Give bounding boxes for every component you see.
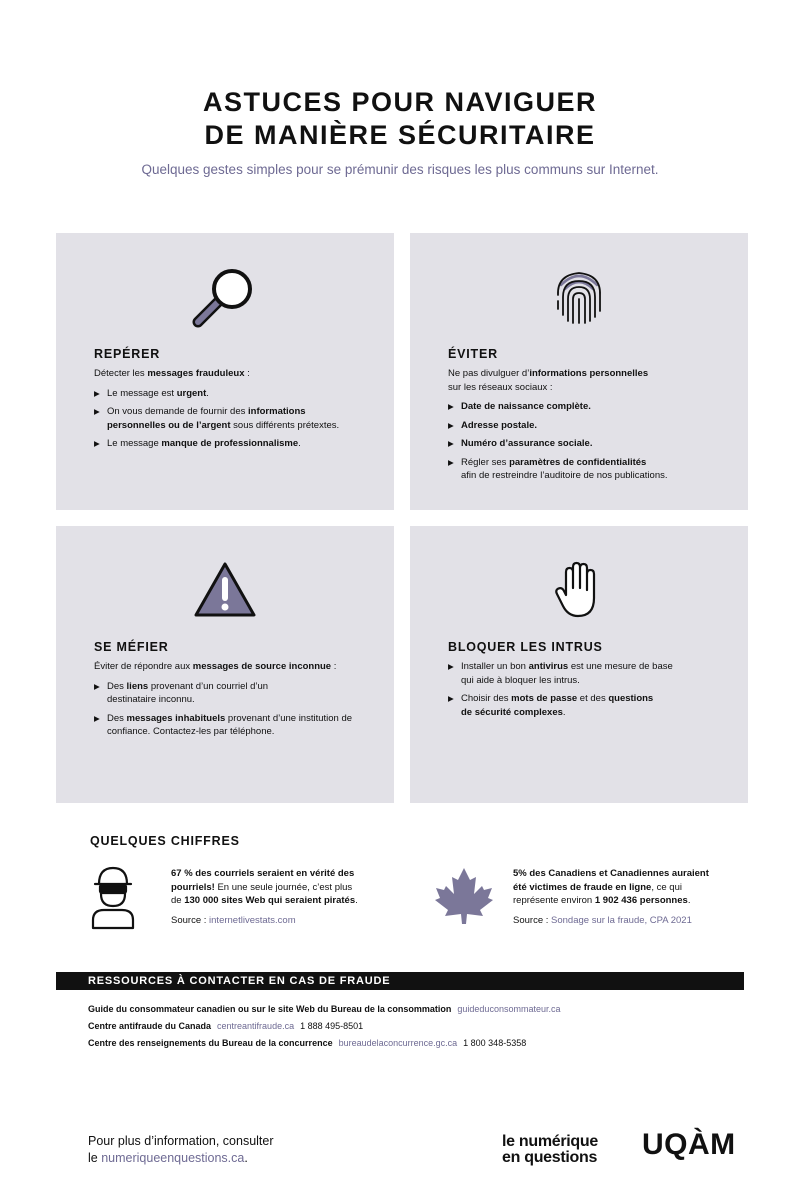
- title-line-2: DE MANIÈRE SÉCURITAIRE: [204, 120, 596, 150]
- card-body: [448, 660, 720, 724]
- card-bloquer: [410, 526, 748, 803]
- list-item: ▶ Des messages inhabituels provenant d’une institution de confiance. Contactez-les par téléphone.: [94, 712, 366, 739]
- resource-link[interactable]: bureaudelaconcurrence.gc.ca: [338, 1038, 458, 1048]
- card-list: [94, 387, 366, 451]
- card-list: [448, 660, 720, 719]
- card-eviter: [410, 233, 748, 510]
- card-body: [94, 660, 366, 744]
- footer-note: Pour plus d’information, consulter le numeriqueenquestions.ca.: [88, 1134, 274, 1165]
- list-item: ▶ Des liens provenant d’un courriel d’un destinataire inconnu.: [94, 680, 366, 707]
- list-item: ▶ Adresse postale.: [448, 419, 720, 433]
- hand-icon: [410, 548, 748, 632]
- card-se-mefier: [56, 526, 394, 803]
- magnifying-glass-icon: [56, 255, 394, 339]
- resource-phone: 1 800 348-5358: [463, 1038, 527, 1048]
- list-item: ▶ Le message manque de professionnalisme.: [94, 437, 366, 451]
- card-body: [448, 367, 720, 488]
- card-heading: SE MÉFIER: [94, 640, 169, 654]
- list-item: ▶ Choisir des mots de passe et des questions de sécurité complexes.: [448, 692, 720, 719]
- stat-left-source: Source : internetlivestats.com: [171, 914, 296, 926]
- card-heading: REPÉRER: [94, 347, 161, 361]
- card-heading: BLOQUER LES INTRUS: [448, 640, 603, 654]
- list-item: ▶ Le message est urgent.: [94, 387, 366, 401]
- fingerprint-icon: [410, 255, 748, 339]
- card-intro: Éviter de répondre aux messages de source inconnue :: [94, 661, 337, 672]
- resource-row-2: Centre antifraude du Canada centreantifraude.ca 1 888 495-8501: [88, 1021, 364, 1031]
- page-subtitle: Quelques gestes simples pour se prémunir des risques les plus communs sur Internet.: [141, 162, 659, 177]
- resources-heading: RESSOURCES À CONTACTER EN CAS DE FRAUDE: [56, 972, 744, 990]
- source-link[interactable]: Sondage sur la fraude, CPA 2021: [551, 914, 692, 926]
- card-body: [94, 367, 366, 456]
- list-item: ▶ Numéro d’assurance sociale.: [448, 437, 720, 451]
- list-item: ▶ Date de naissance complète.: [448, 400, 720, 414]
- resource-link[interactable]: centreantifraude.ca: [217, 1021, 295, 1031]
- resource-phone: 1 888 495-8501: [300, 1021, 364, 1031]
- stats-heading: QUELQUES CHIFFRES: [90, 834, 240, 848]
- source-link[interactable]: internetlivestats.com: [209, 914, 296, 926]
- card-intro: Détecter les messages frauduleux :: [94, 368, 250, 379]
- title-line-1: ASTUCES POUR NAVIGUER: [202, 87, 598, 117]
- list-item: ▶ Installer un bon antivirus est une mesure de base qui aide à bloquer les intrus.: [448, 660, 720, 687]
- resource-row-1: Guide du consommateur canadien ou sur le site Web du Bureau de la consommation guideduconsommateur.ca: [88, 1004, 561, 1014]
- warning-icon: [56, 548, 394, 632]
- card-intro: Ne pas divulguer d’informations personnelles sur les réseaux sociaux :: [448, 368, 649, 393]
- card-list: [94, 680, 366, 739]
- card-list: [448, 400, 720, 483]
- logo-numerique-en-questions: le numérique en questions: [502, 1133, 598, 1166]
- card-heading: ÉVITER: [448, 347, 498, 361]
- list-item: ▶ On vous demande de fournir des informations personnelles ou de l’argent sous différents prétextes.: [94, 405, 366, 432]
- page-title: [0, 86, 800, 152]
- stat-right-text: 5% des Canadiens et Canadiennes auraient été victimes de fraude en ligne, ce qui représente environ 1 902 436 personnes. Source : Sondage sur la fraude, CPA 2021: [513, 868, 709, 926]
- stat-left-text: 67 % des courriels seraient en vérité des pourriels! En une seule journée, c’est plus de 130 000 sites Web qui seraient piratés. Source : internetlivestats.com: [171, 868, 358, 926]
- resource-link[interactable]: guideduconsommateur.ca: [457, 1004, 561, 1014]
- maple-leaf-icon: [432, 866, 496, 931]
- card-reperer: [56, 233, 394, 510]
- footer-link[interactable]: numeriqueenquestions.ca: [101, 1151, 245, 1165]
- resource-row-3: Centre des renseignements du Bureau de la concurrence bureaudelaconcurrence.gc.ca 1 800 348-5358: [88, 1038, 527, 1048]
- logo-uqam: UQÀM: [642, 1128, 736, 1161]
- list-item: ▶ Régler ses paramètres de confidentialités afin de restreindre l’auditoire de nos publications.: [448, 456, 720, 483]
- stat-right-source: Source : Sondage sur la fraude, CPA 2021: [513, 914, 692, 926]
- hacker-icon: [90, 864, 136, 935]
